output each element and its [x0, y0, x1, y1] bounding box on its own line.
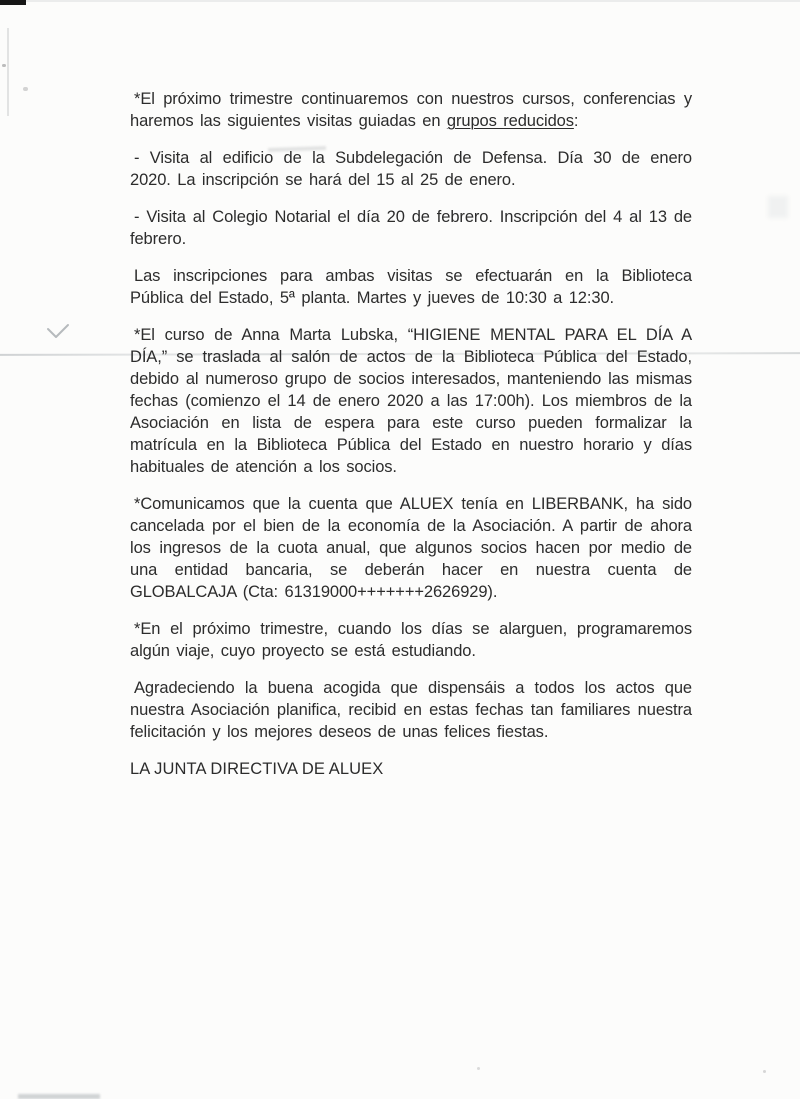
- signature-line: LA JUNTA DIRECTIVA DE ALUEX: [130, 760, 384, 778]
- paragraph-inscripciones: Las inscripciones para ambas visitas se efectuarán en la Biblioteca Pública del Estado, 5ª planta. Martes y jueves de 10:30 a 12:30.: [130, 267, 692, 307]
- scan-speck: [2, 64, 6, 67]
- margin-checkmark-icon: [45, 322, 71, 342]
- scan-speck: [23, 87, 28, 91]
- letter-body: [130, 88, 692, 780]
- scan-corner-black-mark: [0, 0, 26, 5]
- intro-text: *El próximo trimestre continuaremos con nuestros cursos, conferencias y haremos las siguientes visitas guiadas en: [130, 90, 692, 130]
- paragraph-cuenta-bancaria: *Comunicamos que la cuenta que ALUEX tenía en LIBERBANK, ha sido cancelada por el bien de la economía de la Asociación. A partir de ahora los ingresos de la cuota anual, que algunos socios hacen por medio de una entidad bancaria, se deberán hacer en nuestra cuenta de GLOBALCAJA (Cta: 61319000+++++++2626929).: [130, 495, 692, 601]
- scan-left-edge-line: [7, 28, 9, 116]
- paragraph-curso-higiene-mental: *El curso de Anna Marta Lubska, “HIGIENE MENTAL PARA EL DÍA A DÍA,” se traslada al salón de actos de la Biblioteca Pública del Estado, debido al numeroso grupo de socios interesados, manteniendo las mismas fechas (comienzo el 14 de enero 2020 a las 17:00h). Los miembros de la Asociación en lista de espera para este curso pueden formalizar la matrícula en la Biblioteca Pública del Estado en nuestro horario y días habituales de atención a los socios.: [130, 326, 692, 476]
- intro-colon: :: [573, 112, 579, 130]
- paragraph-visita-colegio-notarial: - Visita al Colegio Notarial el día 20 de febrero. Inscripción del 4 al 13 de febrero.: [130, 208, 692, 248]
- paragraph-visita-defensa: - Visita al edificio de la Subdelegación de Defensa. Día 30 de enero 2020. La inscripción se hará del 15 al 25 de enero.: [130, 149, 692, 189]
- underlined-grupos-reducidos: grupos reducidos: [446, 112, 574, 130]
- paragraph-proximo-trimestre-viaje: *En el próximo trimestre, cuando los días se alarguen, programaremos algún viaje, cuyo proyecto se está estudiando.: [130, 620, 692, 660]
- scan-top-edge-artifact: [0, 0, 800, 2]
- scan-faint-smudge: [768, 196, 788, 218]
- scan-speck: [763, 1070, 766, 1073]
- scan-bottom-smudge: [18, 1094, 100, 1099]
- paragraph-agradecimiento: Agradeciendo la buena acogida que dispensáis a todos los actos que nuestra Asociación planifica, recibid en estas fechas tan familiares nuestra felicitación y los mejores deseos de unas felices fiestas.: [130, 679, 692, 741]
- scan-speck: [477, 1067, 480, 1070]
- paragraph-intro: [130, 88, 692, 132]
